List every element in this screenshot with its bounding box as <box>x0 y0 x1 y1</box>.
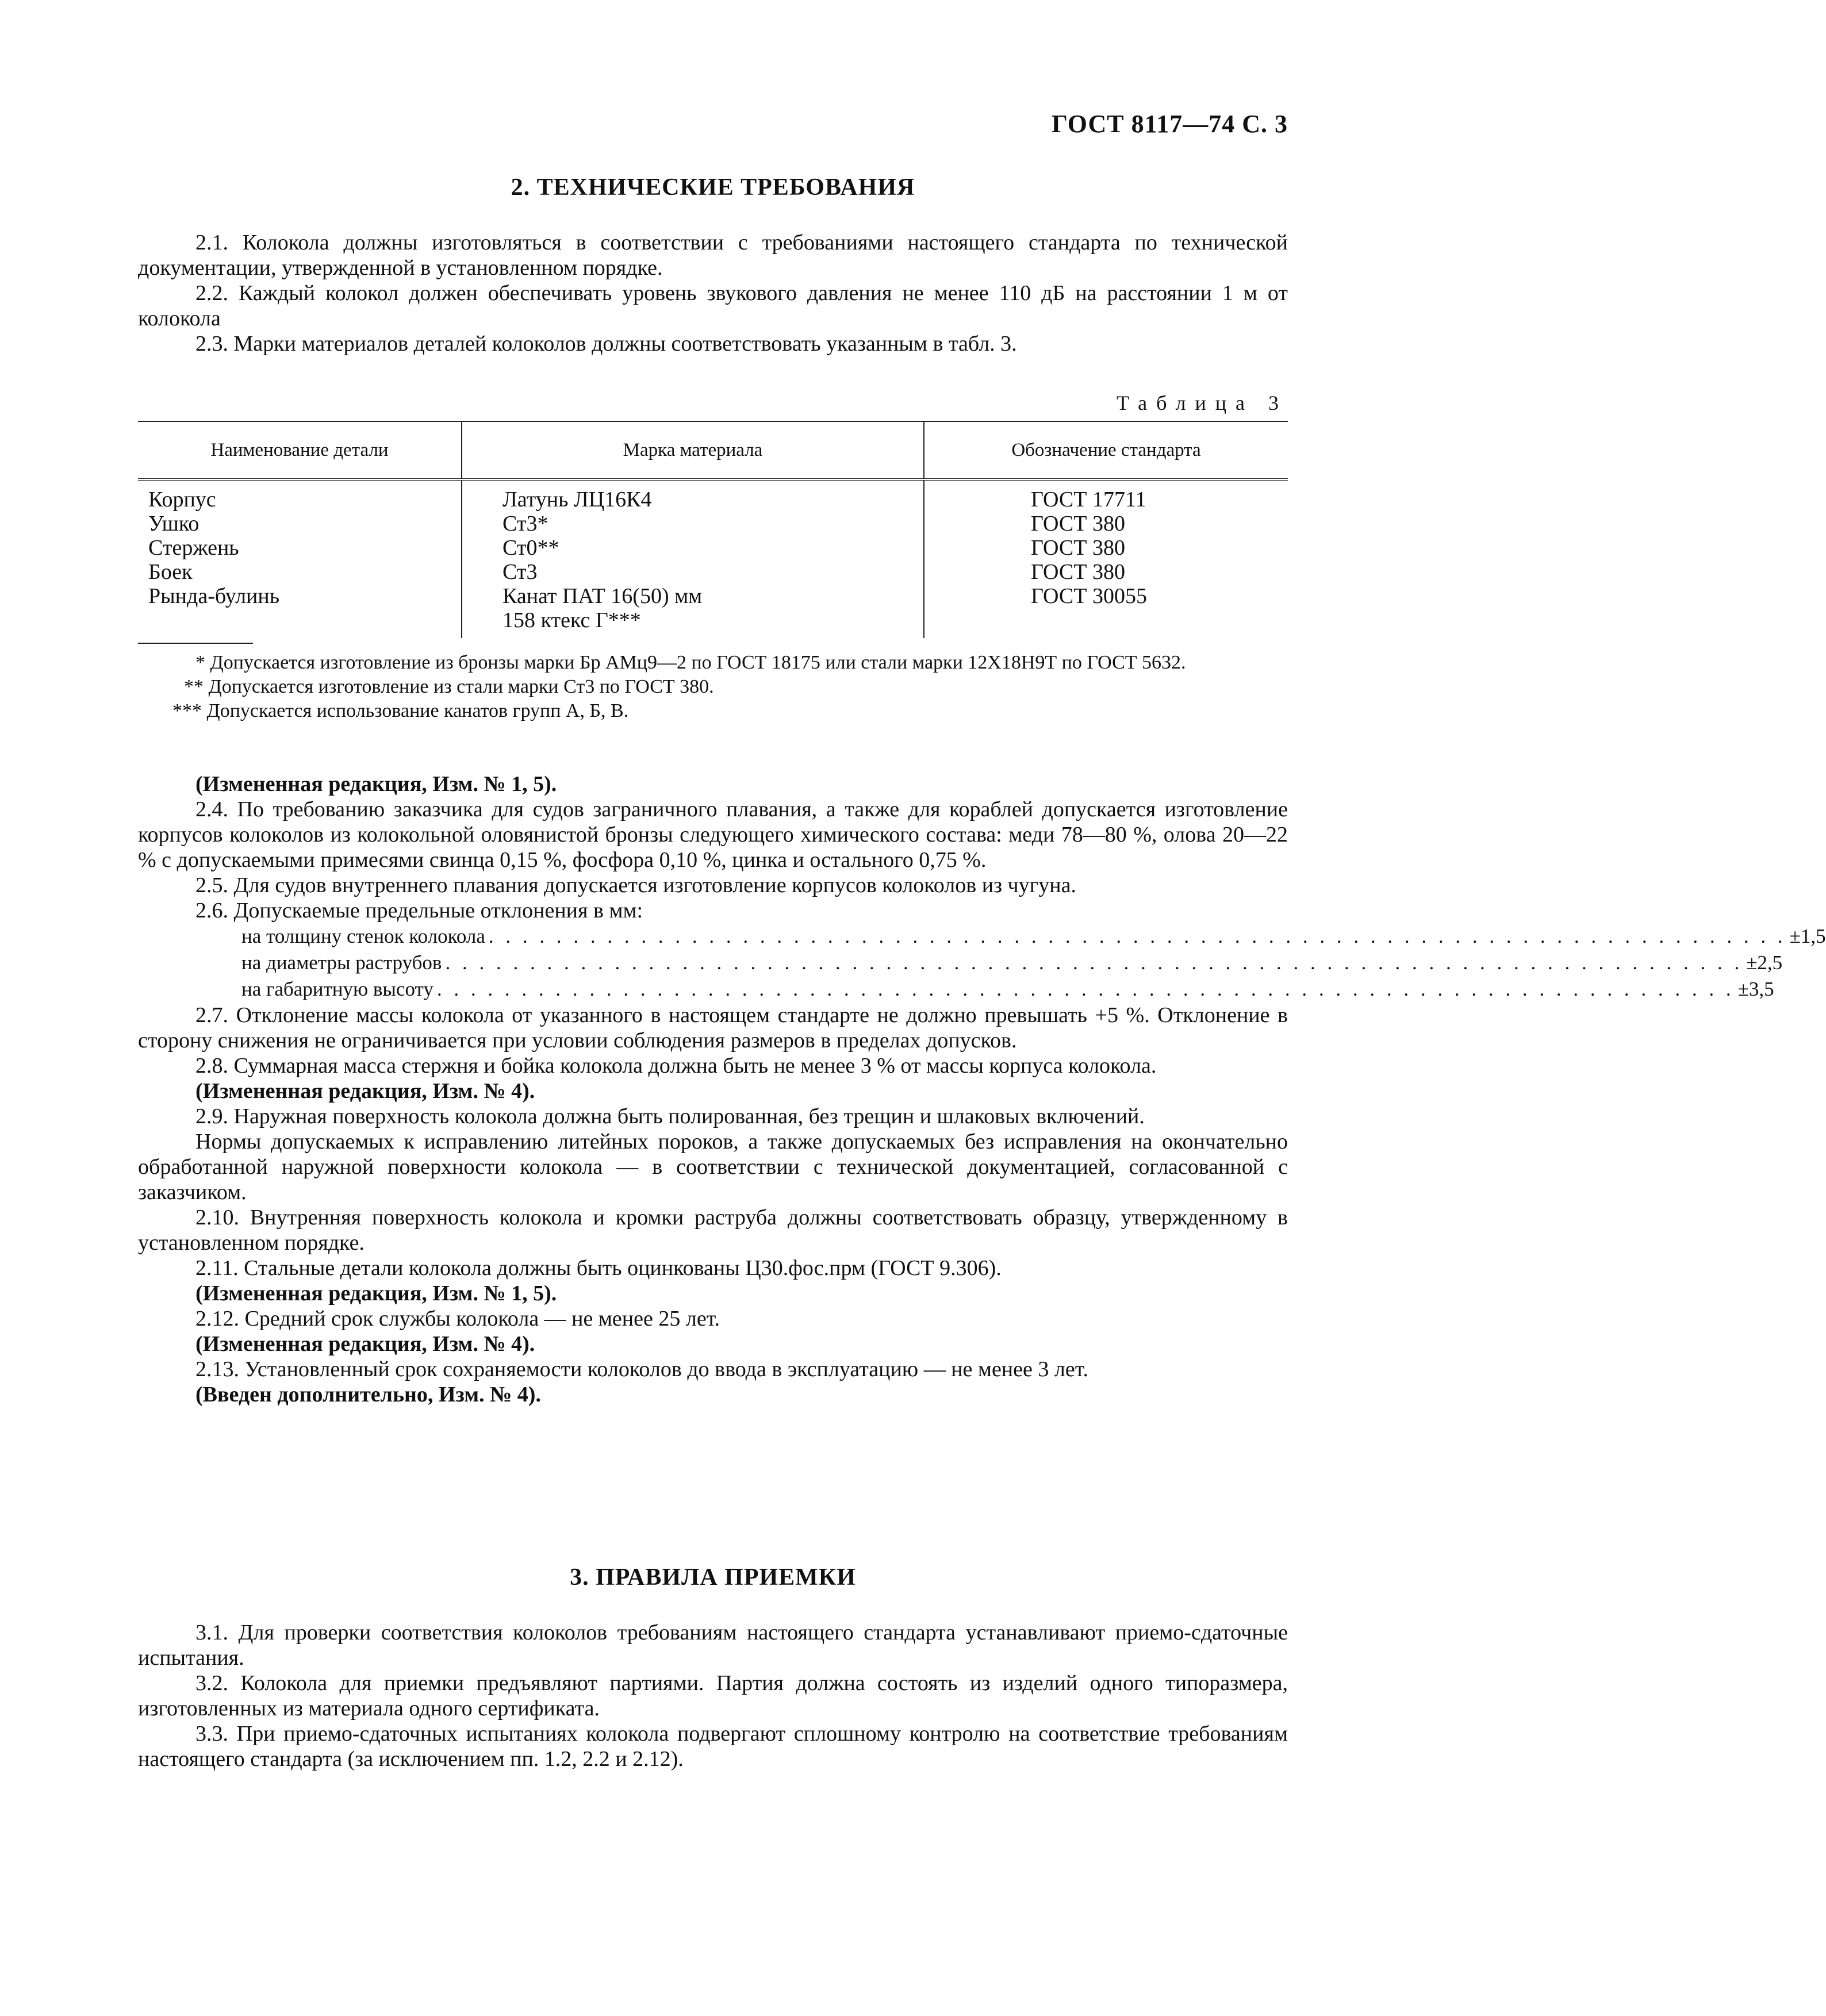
table-cell: Канат ПАТ 16(50) мм <box>502 584 703 608</box>
deviation-row <box>138 950 1783 976</box>
paragraph-2-8: 2.8. Суммарная масса стержня и бойка колокола должна быть не менее 3 % от массы корпуса колокола. <box>195 1054 1157 1078</box>
deviation-label: на диаметры раструбов <box>241 951 442 974</box>
table-header-row <box>138 421 1288 479</box>
paragraph-2-1: 2.1. Колокола должны изготовляться в соответствии с требованиями настоящего стандарта по технической документации, утвержденной в установленном порядке. <box>138 231 1288 280</box>
deviation-value: ±2,5 <box>1746 951 1783 974</box>
table-cell: ГОСТ 380 <box>1031 560 1125 584</box>
amendment-note: (Измененная редакция, Изм. № 4). <box>195 1332 535 1356</box>
header-standard: Обозначение стандарта <box>924 421 1288 479</box>
footnote-3: *** Допускается использование канатов групп А, Б, В. <box>172 700 629 721</box>
section-2-title: 2. ТЕХНИЧЕСКИЕ ТРЕБОВАНИЯ <box>511 174 915 201</box>
paragraph-3-1: 3.1. Для проверки соответствия колоколов требованиям настоящего стандарта устанавливают приемо-сдаточные испытания. <box>138 1621 1288 1670</box>
section-3-body <box>138 1620 1288 1772</box>
deviation-value: ±1,5 <box>1789 925 1826 947</box>
paragraph-3-3: 3.3. При приемо-сдаточных испытаниях колокола подвергают сплошному контролю на соответствие требованиям настоящего стандарта (за исключением пп. 1.2, 2.2 и 2.12). <box>138 1722 1288 1771</box>
table-cell: ГОСТ 380 <box>1031 512 1125 536</box>
amendment-note: (Измененная редакция, Изм. № 1, 5). <box>195 1281 557 1305</box>
deviation-label: на толщину стенок колокола <box>241 925 485 947</box>
table-cell: 158 ктекс Г*** <box>502 608 641 632</box>
amendment-note: (Измененная редакция, Изм. № 4). <box>195 1079 535 1103</box>
table-cell: Латунь ЛЦ16К4 <box>502 487 652 512</box>
amendment-note: (Измененная редакция, Изм. № 1, 5). <box>195 772 557 796</box>
paragraph-2-7: 2.7. Отклонение массы колокола от указанного в настоящем стандарте не должно превышать +5 %. Отклонение в сторону снижения не ограничивается при условии соблюдения размеров в пределах допусков. <box>138 1003 1288 1053</box>
amendment-note: (Введен дополнительно, Изм. № 4). <box>195 1383 541 1407</box>
table-caption: Таблица 3 <box>1117 391 1288 414</box>
paragraph-2-12: 2.12. Средний срок службы колокола — не менее 25 лет. <box>195 1307 720 1331</box>
paragraph-2-11: 2.11. Стальные детали колокола должны быть оцинкованы Ц30.фос.прм (ГОСТ 9.306). <box>195 1256 1002 1280</box>
table-cell: Ст0** <box>502 536 559 560</box>
dot-leader: . . . . . . . . . . . . . . . . . . . . . . . . . . . . . . . . . . . . . . . . . . . . . . . . . . . . . . . . . . . . . . . . . . . . . . . . . . . . . <box>436 978 1735 1000</box>
table-cell: Боек <box>148 560 193 584</box>
deviation-row <box>138 976 1774 1003</box>
header-part-name: Наименование детали <box>138 421 462 479</box>
table-cell: Ст3* <box>502 512 548 536</box>
dot-leader: . . . . . . . . . . . . . . . . . . . . . . . . . . . . . . . . . . . . . . . . . . . . . . . . . . . . . . . . . . . . . . . . . . . . . . . . . . . . . <box>445 951 1743 974</box>
part-names-cell <box>138 479 462 638</box>
table-cell: ГОСТ 380 <box>1031 536 1125 560</box>
table-cell: Рында-булинь <box>148 584 280 608</box>
footnote-1: * Допускается изготовление из бронзы марки Бр АМц9—2 по ГОСТ 18175 или стали марки 12Х18Н9Т по ГОСТ 5632. <box>195 652 1186 673</box>
footnote-2: ** Допускается изготовление из стали марки Ст3 по ГОСТ 380. <box>184 676 714 697</box>
table-cell: ГОСТ 30055 <box>1031 584 1147 608</box>
paragraph-2-13: 2.13. Установленный срок сохраняемости колоколов до ввода в эксплуатацию — не менее 3 лет. <box>195 1357 1088 1381</box>
deviation-label: на габаритную высоту <box>241 978 434 1000</box>
section-3-title: 3. ПРАВИЛА ПРИЕМКИ <box>570 1564 856 1591</box>
table-row <box>138 479 1288 638</box>
paragraph-2-10: 2.10. Внутренняя поверхность колокола и кромки раструба должны соответствовать образцу, утвержденному в установленном порядке. <box>138 1205 1288 1255</box>
deviation-value: ±3,5 <box>1737 978 1774 1000</box>
table-cell: Ушко <box>148 512 200 536</box>
footnote-divider <box>138 643 253 644</box>
deviation-row <box>138 923 1826 950</box>
table-cell: ГОСТ 17711 <box>1031 487 1146 512</box>
table-cell: Ст3 <box>502 560 538 584</box>
footnotes <box>138 651 1288 723</box>
table-cell: Стержень <box>148 536 239 560</box>
paragraph-2-2: 2.2. Каждый колокол должен обеспечивать уровень звукового давления не менее 110 дБ на расстоянии 1 м от колокола <box>138 281 1288 331</box>
paragraph-2-6: 2.6. Допускаемые предельные отклонения в мм: <box>195 898 643 923</box>
paragraph-3-2: 3.2. Колокола для приемки предъявляют партиями. Партия должна состоять из изделий одного типоразмера, изготовленных из материала одного сертификата. <box>138 1671 1288 1721</box>
paragraph-2-4: 2.4. По требованию заказчика для судов заграничного плавания, а также для кораблей допускается изготовление корпусов колоколов из колокольной оловянистой бронзы следующего химического состава: меди 78—80 %, олова 20—22 % с допускаемыми примесями свинца 0,15 %, фосфора 0,10 %, цинка и остального 0,75 %. <box>138 797 1288 872</box>
materials-cell <box>462 479 924 638</box>
standards-cell <box>924 479 1288 638</box>
header-material: Марка материала <box>462 421 924 479</box>
paragraph-2-3: 2.3. Марки материалов деталей колоколов должны соответствовать указанным в табл. 3. <box>195 332 1017 356</box>
section-2-body <box>138 771 1826 1407</box>
paragraph-2-5: 2.5. Для судов внутреннего плавания допускается изготовление корпусов колоколов из чугуна. <box>195 873 1076 897</box>
materials-table <box>138 421 1288 638</box>
page-header: ГОСТ 8117—74 С. 3 <box>1051 110 1288 138</box>
section-2-intro <box>138 230 1288 356</box>
table-cell: Корпус <box>148 487 216 512</box>
dot-leader: . . . . . . . . . . . . . . . . . . . . . . . . . . . . . . . . . . . . . . . . . . . . . . . . . . . . . . . . . . . . . . . . . . . . . . . . . . . . . <box>488 925 1786 947</box>
paragraph-2-9: 2.9. Наружная поверхность колокола должна быть полированная, без трещин и шлаковых включений. <box>195 1104 1145 1128</box>
paragraph-2-9-note: Нормы допускаемых к исправлению литейных пороков, а также допускаемых без исправления на окончательно обработанной наружной поверхности колокола — в соответствии с технической документацией, согласованной с заказчиком. <box>138 1130 1288 1204</box>
